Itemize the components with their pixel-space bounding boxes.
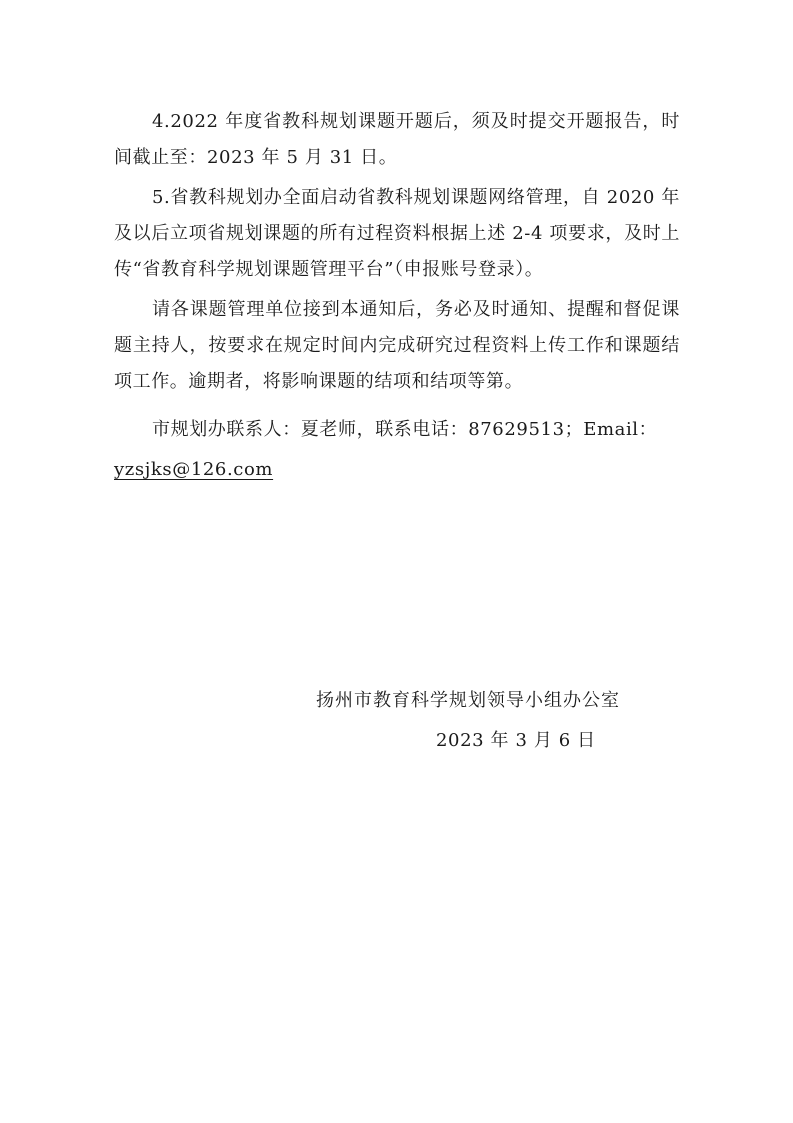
signature-organization: 扬州市教育科学规划领导小组办公室 <box>316 690 620 711</box>
signature-date: 2023 年 3 月 6 日 <box>436 730 596 751</box>
paragraph-item-5: 5.省教科规划办全面启动省教科规划课题网络管理，自 2020 年及以后立项省规划课题的所有过程资料根据上述 2-4 项要求，及时上传“省教育科学规划课题管理平台”（申报账号登录）。 <box>114 187 680 280</box>
paragraph-contact: 市规划办联系人：夏老师，联系电话：87629513；Email： <box>152 419 658 440</box>
paragraph-notice: 请各课题管理单位接到本通知后，务必及时通知、提醒和督促课题主持人，按要求在规定时间内完成研究过程资料上传工作和课题结项工作。逾期者，将影响课题的结项和结项等第。 <box>114 299 680 392</box>
paragraph-item-4: 4.2022 年度省教科规划课题开题后，须及时提交开题报告，时间截止至：2023 年 5 月 31 日。 <box>114 111 680 168</box>
email-link[interactable]: yzsjks@126.com <box>114 459 274 480</box>
